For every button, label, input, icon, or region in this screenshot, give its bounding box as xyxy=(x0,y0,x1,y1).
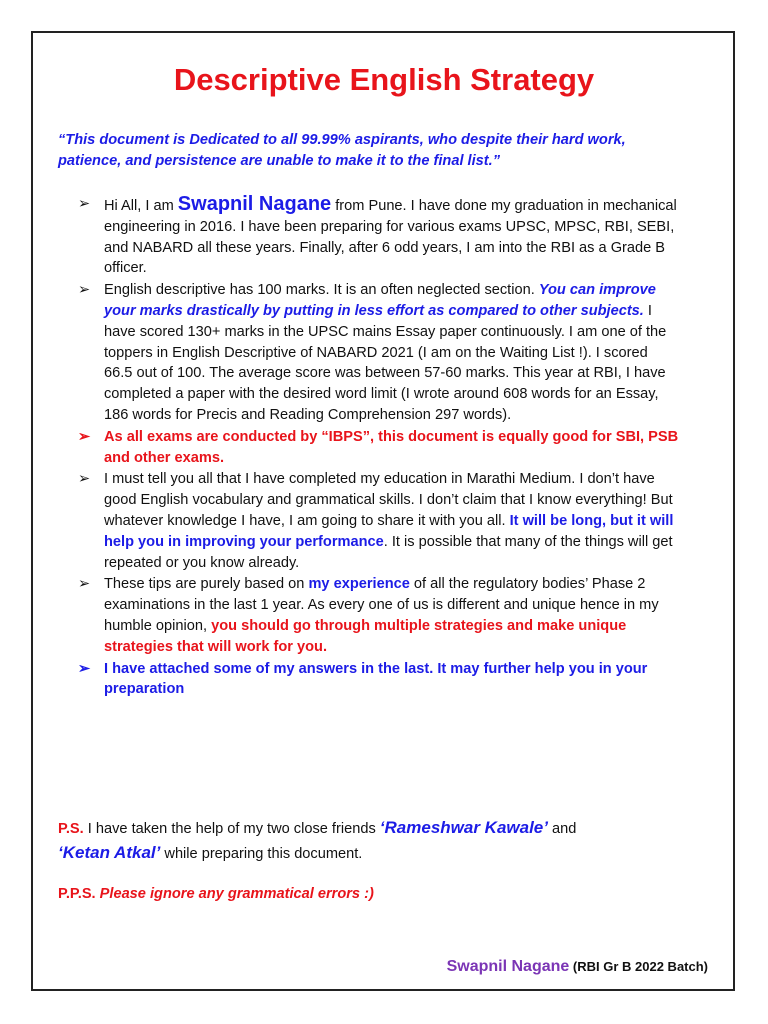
bullet-text: I must tell you all that I have completed my education in Marathi Medium. I don’t have good English vocabulary and grammatical skills. I don’t claim that I know everything! But whatever knowledge I have, I am going to share it with you all. xyxy=(104,471,673,529)
bullet-text: I have attached some of my answers in the last. It may further help you in your preparation xyxy=(104,660,648,698)
ps-text: I have taken the help of my two close friends xyxy=(83,821,380,837)
bullet-ibps-note xyxy=(78,427,680,469)
ps-text: while preparing this document. xyxy=(160,846,363,862)
bullet-tips-experience xyxy=(78,574,680,657)
bullet-text: As all exams are conducted by “IBPS”, this document is equally good for SBI, PSB and other exams. xyxy=(104,428,679,466)
bullet-list xyxy=(78,194,680,701)
pps-note xyxy=(58,883,678,905)
document-title: Descriptive English Strategy xyxy=(173,62,595,97)
bullet-text: English descriptive has 100 marks. It is an often neglected section. xyxy=(104,282,539,299)
bullet-attached-answers xyxy=(78,659,680,701)
signature-batch: (RBI Gr B 2022 Batch) xyxy=(569,959,708,974)
emphasis-text: You can improve your marks drastically by putting in less effort as compared to other subjects. xyxy=(104,282,656,319)
friend-name: ‘Rameshwar Kawale’ xyxy=(379,818,548,837)
bullet-introduction xyxy=(78,194,680,279)
author-name-highlight: Swapnil Nagane xyxy=(177,193,332,215)
emphasis-text: you should go through multiple strategies and make unique strategies that will work for you. xyxy=(104,617,627,655)
bullet-text: I have scored 130+ marks in the UPSC mains Essay paper continuously. I am one of the toppers in English Descriptive of NABARD 2021 (I am on the Waiting List !). I scored 66.5 out of 100. The average score was between 57-60 marks. This year at RBI, I have completed a paper with the desired word limit (I wrote around 608 words for an Essay, 186 words for Precis and Reading Comprehension 297 words). xyxy=(104,302,667,423)
arrow-bullet-icon: ➢ xyxy=(78,576,91,593)
arrow-bullet-icon: ➢ xyxy=(78,196,91,212)
friend-name: ‘Ketan Atkal’ xyxy=(58,843,161,862)
dedication-quote: “This document is Dedicated to all 99.99% aspirants, who despite their hard work, patience, and persistence are unable to make it to the final list.” xyxy=(58,132,626,169)
pps-text: Please ignore any grammatical errors :) xyxy=(95,886,374,902)
pps-label: P.P.S. xyxy=(58,886,96,902)
bullet-english-descriptive xyxy=(78,280,680,426)
bullet-text: Hi All, I am xyxy=(104,198,178,214)
bullet-text: from Pune. I have done my graduation in mechanical engineering in 2016. I have been preparing for various exams UPSC, MPSC, RBI, SEBI, and NABARD all these years. Finally, after 6 odd years, I am into the RBI as a Grade B officer. xyxy=(104,198,677,277)
bullet-text: of all the regulatory bodies’ Phase 2 examinations in the last 1 year. As every one of us is different and unique hence in my humble opinion, xyxy=(104,576,659,634)
arrow-bullet-icon: ➢ xyxy=(78,428,91,445)
signature-name: Swapnil Nagane xyxy=(446,958,570,975)
ps-text: and xyxy=(548,821,577,837)
emphasis-text: my experience xyxy=(308,576,410,593)
ps-note xyxy=(58,816,678,866)
bullet-text: These tips are purely based on xyxy=(104,576,309,593)
emphasis-text: It will be long, but it will help you in improving your performance xyxy=(104,512,674,550)
arrow-bullet-icon: ➢ xyxy=(78,660,91,677)
arrow-bullet-icon: ➢ xyxy=(78,282,91,299)
ps-label: P.S. xyxy=(58,821,84,837)
arrow-bullet-icon: ➢ xyxy=(78,471,91,488)
signature xyxy=(447,958,708,976)
bullet-text: . It is possible that many of the things will get repeated or you know already. xyxy=(104,533,673,571)
bullet-marathi-medium xyxy=(78,469,680,573)
